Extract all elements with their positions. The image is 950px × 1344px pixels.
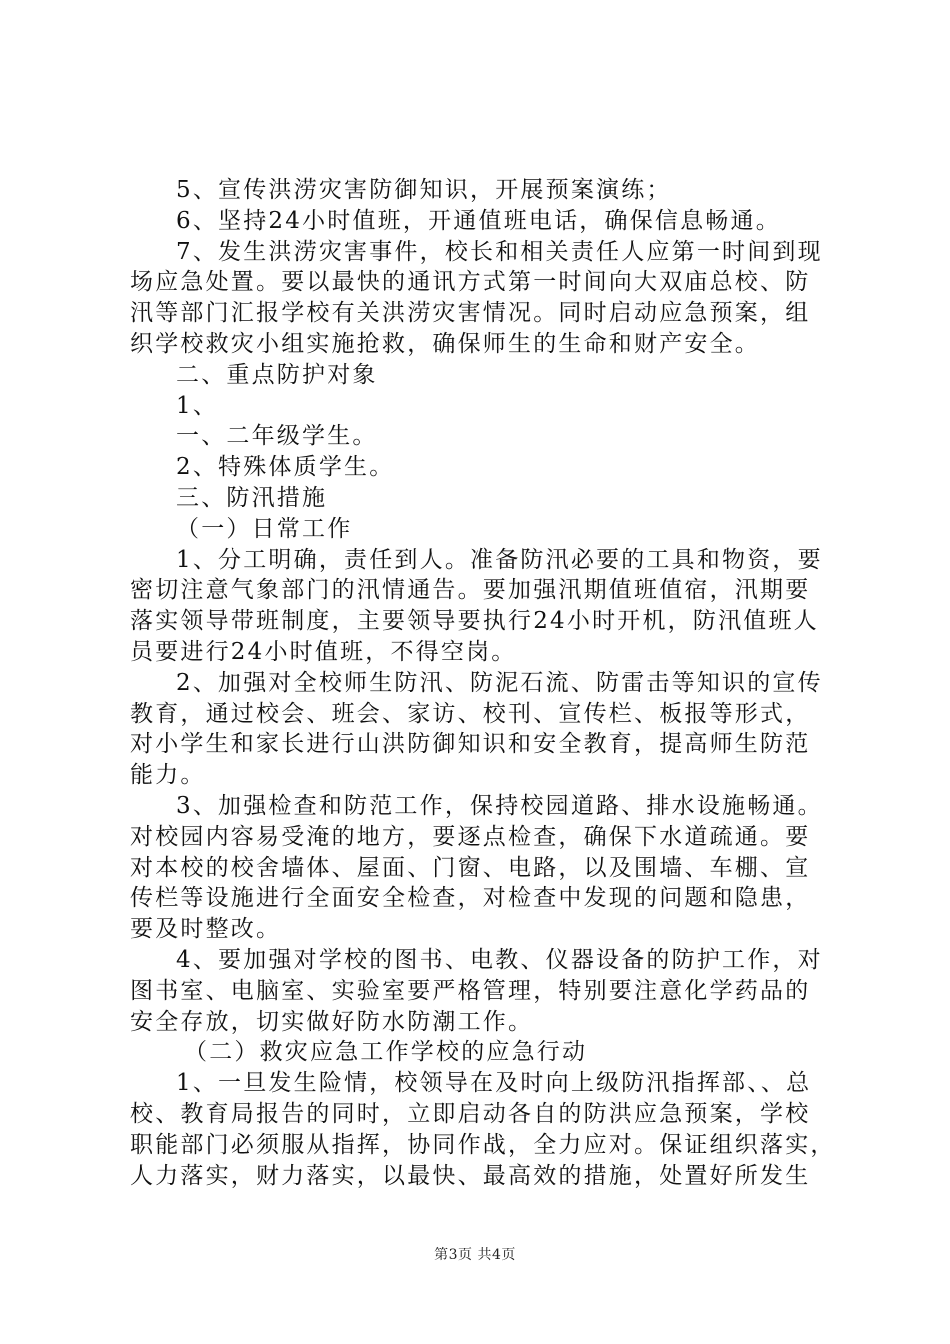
text-line: 一、二年级学生。 — [176, 423, 378, 450]
text-line: 7、发生洪涝灾害事件，校长和相关责任人应第一时间到现 — [176, 238, 823, 265]
text-line: 6、坚持24小时值班，开通值班电话，确保信息畅通。 — [176, 207, 781, 234]
text-line: 图书室、电脑室、实验室要严格管理，特别要注意化学药品的 — [130, 977, 811, 1004]
text-line: 织学校救灾小组实施抢救，确保师生的生命和财产安全。 — [130, 330, 760, 357]
text-line: 汛等部门汇报学校有关洪涝灾害情况。同时启动应急预案，组 — [130, 300, 811, 327]
text-line: 三、防汛措施 — [176, 484, 328, 511]
text-line: （二）救灾应急工作学校的应急行动 — [184, 1039, 588, 1066]
text-line: 校、教育局报告的同时，立即启动各自的防洪应急预案，学校 — [130, 1100, 811, 1127]
text-line: 2、加强对全校师生防汛、防泥石流、防雷击等知识的宣传 — [176, 669, 823, 696]
text-line: 1、分工明确，责任到人。准备防汛必要的工具和物资，要 — [176, 546, 823, 573]
text-line: 2、特殊体质学生。 — [176, 454, 395, 481]
page-footer: 第3页 共4页 — [434, 1247, 516, 1263]
text-line: 1、 — [176, 392, 219, 419]
text-line: 职能部门必须服从指挥，协同作战，全力应对。保证组织落实， — [130, 1131, 836, 1158]
text-line: 密切注意气象部门的汛情通告。要加强汛期值班值宿，汛期要 — [130, 577, 811, 604]
text-line: 二、重点防护对象 — [176, 361, 378, 388]
text-line: 对小学生和家长进行山洪防御知识和安全教育，提高师生防范 — [130, 731, 811, 758]
text-line: 能力。 — [130, 762, 206, 789]
text-line: （一）日常工作 — [176, 515, 353, 542]
text-line: 要及时整改。 — [130, 916, 282, 943]
text-line: 教育，通过校会、班会、家访、校刊、宣传栏、板报等形式， — [130, 700, 811, 727]
text-line: 1、一旦发生险情，校领导在及时向上级防汛指挥部、、总 — [176, 1070, 812, 1097]
text-line: 员要进行24小时值班，不得空岗。 — [130, 638, 517, 665]
text-line: 对本校的校舍墙体、屋面、门窗、电路，以及围墙、车棚、宣 — [130, 854, 811, 881]
text-line: 场应急处置。要以最快的通讯方式第一时间向大双庙总校、防 — [130, 269, 811, 296]
text-line: 安全存放，切实做好防水防潮工作。 — [130, 1008, 534, 1035]
text-line: 3、加强检查和防范工作，保持校园道路、排水设施畅通。 — [176, 792, 823, 819]
text-line: 4、要加强对学校的图书、电教、仪器设备的防护工作，对 — [176, 946, 823, 973]
text-line: 对校园内容易受淹的地方，要逐点检查，确保下水道疏通。要 — [130, 823, 811, 850]
document-body — [130, 175, 836, 1191]
text-line: 落实领导带班制度，主要领导要执行24小时开机，防汛值班人 — [130, 608, 819, 635]
text-line: 传栏等设施进行全面安全检查，对检查中发现的问题和隐患， — [130, 885, 811, 912]
text-line: 5、宣传洪涝灾害防御知识，开展预案演练； — [176, 177, 672, 203]
text-line: 人力落实，财力落实，以最快、最高效的措施，处置好所发生 — [130, 1162, 811, 1189]
